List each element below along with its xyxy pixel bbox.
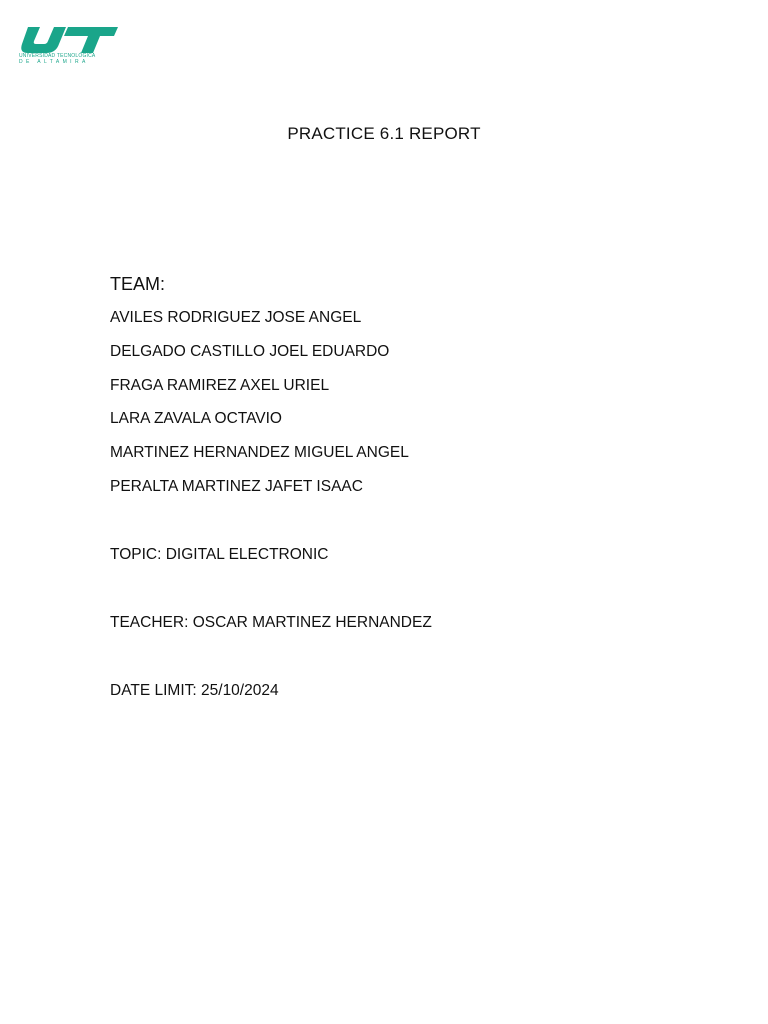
team-member: DELGADO CASTILLO JOEL EDUARDO: [110, 342, 390, 360]
date-limit-line: [110, 681, 279, 701]
ut-logo-mark-icon: [18, 26, 120, 54]
team-member: FRAGA RAMIREZ AXEL URIEL: [110, 376, 330, 394]
team-heading: TEAM:: [110, 274, 166, 294]
teacher-value: OSCAR MARTINEZ HERNANDEZ: [192, 614, 432, 631]
team-member-list: [110, 308, 670, 497]
date-limit-value: 25/10/2024: [201, 682, 279, 699]
team-member: AVILES RODRIGUEZ JOSE ANGEL: [110, 309, 362, 326]
logo-caption-line1: UNIVERSIDAD TECNOLÓGICA: [19, 53, 96, 59]
team-member: PERALTA MARTINEZ JAFET ISAAC: [110, 477, 363, 495]
topic-line: [110, 545, 328, 565]
logo-caption-line2: DE ALTAMIRA: [19, 58, 89, 65]
topic-label: TOPIC:: [110, 546, 162, 563]
date-limit-label: DATE LIMIT:: [110, 682, 197, 699]
logo-caption: [19, 54, 119, 65]
teacher-label: TEACHER:: [110, 614, 189, 631]
university-logo: [18, 26, 120, 66]
teacher-line: [110, 613, 432, 633]
team-section: [110, 272, 670, 511]
team-member: LARA ZAVALA OCTAVIO: [110, 410, 282, 428]
page-title: PRACTICE 6.1 REPORT: [287, 124, 481, 143]
team-member: MARTINEZ HERNANDEZ MIGUEL ANGEL: [110, 444, 409, 462]
topic-value: DIGITAL ELECTRONIC: [165, 546, 329, 563]
